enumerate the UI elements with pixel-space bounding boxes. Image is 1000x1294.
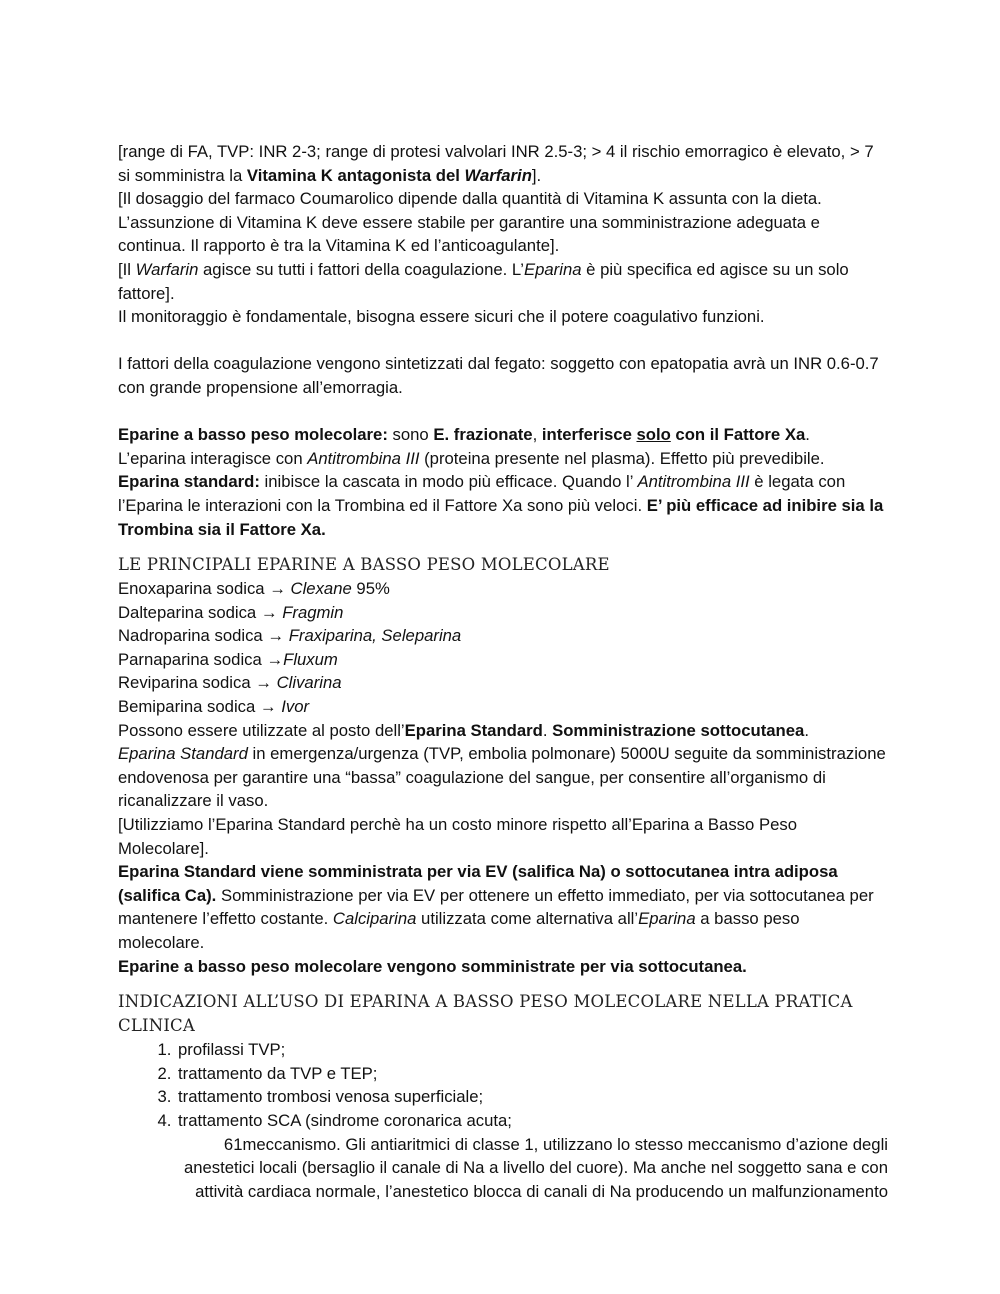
italic-run: Warfarin bbox=[135, 259, 199, 279]
text-run: L’eparina interagisce con bbox=[118, 448, 308, 468]
drug-line bbox=[118, 648, 888, 672]
bold-underline-run: solo bbox=[636, 425, 671, 445]
drug-name: Reviparina sodica bbox=[118, 673, 256, 693]
text-run: , bbox=[532, 425, 542, 445]
text-run: inibisce la cascata in modo più efficace. Quando l’ bbox=[259, 472, 638, 492]
document-page bbox=[118, 140, 888, 1203]
arrow-icon: → bbox=[259, 697, 282, 717]
arrow-icon: → bbox=[266, 649, 284, 669]
spacer bbox=[118, 329, 888, 353]
bold-run: interferisce bbox=[541, 425, 637, 445]
text-run: a basso peso molecolare. bbox=[118, 909, 800, 952]
text-run: [Il bbox=[118, 259, 136, 279]
text-run: Possono essere utilizzate al posto dell’ bbox=[118, 720, 405, 740]
bold-run: Eparina standard: bbox=[118, 472, 260, 492]
text-run: ]. bbox=[531, 165, 542, 185]
paragraph-somministrazione bbox=[118, 860, 888, 954]
text-run: sono bbox=[387, 425, 434, 445]
text-run: (proteina presente nel plasma). Effetto più prevedibile. bbox=[419, 448, 825, 468]
indications-list bbox=[118, 1038, 888, 1132]
list-item: 2. trattamento da TVP e TEP; bbox=[176, 1062, 888, 1086]
drug-name: Bemiparina sodica bbox=[118, 697, 260, 717]
spacer bbox=[118, 400, 888, 424]
list-item: 1. profilassi TVP; bbox=[176, 1038, 888, 1062]
tail-line: attività cardiaca normale, l’anestetico blocca di canali di Na producendo un malfunzionamento bbox=[195, 1181, 888, 1201]
drug-line bbox=[118, 695, 888, 719]
text-run: in emergenza/urgenza (TVP, embolia polmonare) 5000U seguite da somministrazione endovenosa per garantire una “bassa” coagulazione del sangue, per consentire all’organismo di ricanalizzare il vaso. bbox=[118, 744, 886, 811]
paragraph-coumarolico: [Il dosaggio del farmaco Coumarolico dipende dalla quantità di Vitamina K assunta con la dieta. L’assunzione di Vitamina K deve essere stabile per garantire una somministrazione adeguata e continua. Il rapporto è tra la Vitamina K ed l’anticoagulante]. bbox=[118, 189, 822, 256]
tail-line: anestetici locali (bersaglio il canale di Na a livello del cuore). Ma anche nel soggetto sana e con bbox=[183, 1158, 888, 1178]
drug-brand: Clivarina bbox=[276, 673, 342, 693]
drug-line bbox=[118, 624, 888, 648]
paragraph-emergenza bbox=[118, 742, 888, 813]
arrow-icon: → bbox=[269, 579, 291, 599]
paragraph-antitrombina bbox=[118, 447, 888, 471]
italic-run: Antitrombina III bbox=[637, 472, 750, 492]
drug-brand: Fraxiparina, Seleparina bbox=[288, 626, 462, 646]
italic-run: Antitrombina III bbox=[307, 448, 420, 468]
text-run: Somministrazione per via EV per ottenere un effetto immediato, per via sottocutanea per mantenere l’effetto costante. bbox=[118, 885, 874, 929]
bold-run: E’ più efficace ad inibire sia la Trombina sia il Fattore Xa. bbox=[118, 495, 884, 539]
drug-brand: Fluxum bbox=[283, 649, 338, 669]
paragraph-al-posto bbox=[118, 719, 888, 743]
bold-run: Vitamina K antagonista del bbox=[246, 165, 465, 185]
drug-brand: Fragmin bbox=[282, 602, 344, 622]
text-run: è legata con l’Eparina le interazioni con la Trombina ed il Fattore Xa sono più veloci. bbox=[118, 472, 846, 515]
text-run: agisce su tutti i fattori della coagulazione. L’ bbox=[198, 259, 524, 279]
bold-run: E. frazionate bbox=[433, 425, 533, 445]
bold-run: Eparina Standard bbox=[404, 720, 543, 740]
drug-name: Nadroparina sodica bbox=[118, 626, 268, 646]
italic-run: Eparina bbox=[638, 909, 696, 929]
arrow-icon: → bbox=[260, 602, 283, 622]
drug-extra: 95% bbox=[351, 579, 390, 599]
section-heading-indicazioni: INDICAZIONI ALL’USO DI EPARINA A BASSO PESO MOLECOLARE NELLA PRATICA CLINICA bbox=[118, 992, 853, 1036]
italic-run: Eparina Standard bbox=[118, 744, 248, 764]
list-item: 4. trattamento SCA (sindrome coronarica acuta; bbox=[176, 1109, 888, 1133]
drug-brand: Clexane bbox=[290, 579, 352, 599]
arrow-icon: → bbox=[267, 626, 289, 646]
drug-name: Enoxaparina sodica bbox=[118, 579, 270, 599]
text-run: . bbox=[542, 720, 553, 740]
paragraph-inr-range bbox=[118, 140, 888, 187]
bold-run: Eparine a basso peso molecolare vengono somministrate per via sottocutanea. bbox=[118, 956, 747, 976]
text-run: . bbox=[805, 425, 810, 445]
text-run: [range di FA, TVP: INR 2-3; range di protesi valvolari INR 2.5-3; > 4 il rischio emorragico è elevato, > 7 si somministra la bbox=[118, 142, 874, 185]
section-heading-principali-eparine: LE PRINCIPALI EPARINE A BASSO PESO MOLECOLARE bbox=[118, 555, 610, 575]
drug-brand: Ivor bbox=[281, 697, 310, 717]
text-run: utilizzata come alternativa all’ bbox=[416, 909, 639, 929]
paragraph-monitoraggio: Il monitoraggio è fondamentale, bisogna essere sicuri che il potere coagulativo funzioni. bbox=[118, 307, 765, 327]
text-run: è più specifica ed agisce su un solo fattore]. bbox=[118, 259, 849, 303]
drug-name: Dalteparina sodica bbox=[118, 602, 261, 622]
drug-list bbox=[118, 577, 888, 719]
paragraph-via-sottocutanea bbox=[118, 955, 888, 979]
bold-run: Eparina Standard viene somministrata per via EV (salifica Na) o sottocutanea intra adiposa (salifica Ca). bbox=[118, 862, 838, 905]
bold-run: Somministrazione sottocutanea bbox=[552, 720, 805, 740]
drug-name: Parnaparina sodica bbox=[118, 649, 267, 669]
paragraph-fattori: I fattori della coagulazione vengono sintetizzati dal fegato: soggetto con epatopatia avrà un INR 0.6-0.7 con grande propensione all’emorragia. bbox=[118, 354, 879, 397]
bold-italic-run: Warfarin bbox=[464, 165, 532, 185]
bold-run: Eparine a basso peso molecolare: bbox=[118, 425, 388, 445]
text-run: . bbox=[804, 720, 809, 740]
drug-line bbox=[118, 671, 888, 695]
bold-run: con il Fattore Xa bbox=[670, 425, 806, 445]
drug-line bbox=[118, 601, 888, 625]
list-item: 3. trattamento trombosi venosa superficiale; bbox=[176, 1085, 888, 1109]
drug-line bbox=[118, 577, 888, 601]
trailing-paragraph bbox=[118, 1133, 888, 1204]
arrow-icon: → bbox=[255, 673, 277, 693]
paragraph-warfarin bbox=[118, 258, 888, 305]
tail-line: 61meccanismo. Gli antiaritmici di classe 1, utilizzano lo stesso meccanismo d’azione degli bbox=[223, 1134, 888, 1154]
italic-run: Eparina bbox=[523, 259, 582, 279]
paragraph-ebpm bbox=[118, 423, 888, 447]
italic-run: Calciparina bbox=[332, 909, 417, 929]
paragraph-eparina-standard bbox=[118, 470, 888, 541]
paragraph-costo: [Utilizziamo l’Eparina Standard perchè ha un costo minore rispetto all’Eparina a Basso Peso Molecolare]. bbox=[118, 815, 797, 858]
